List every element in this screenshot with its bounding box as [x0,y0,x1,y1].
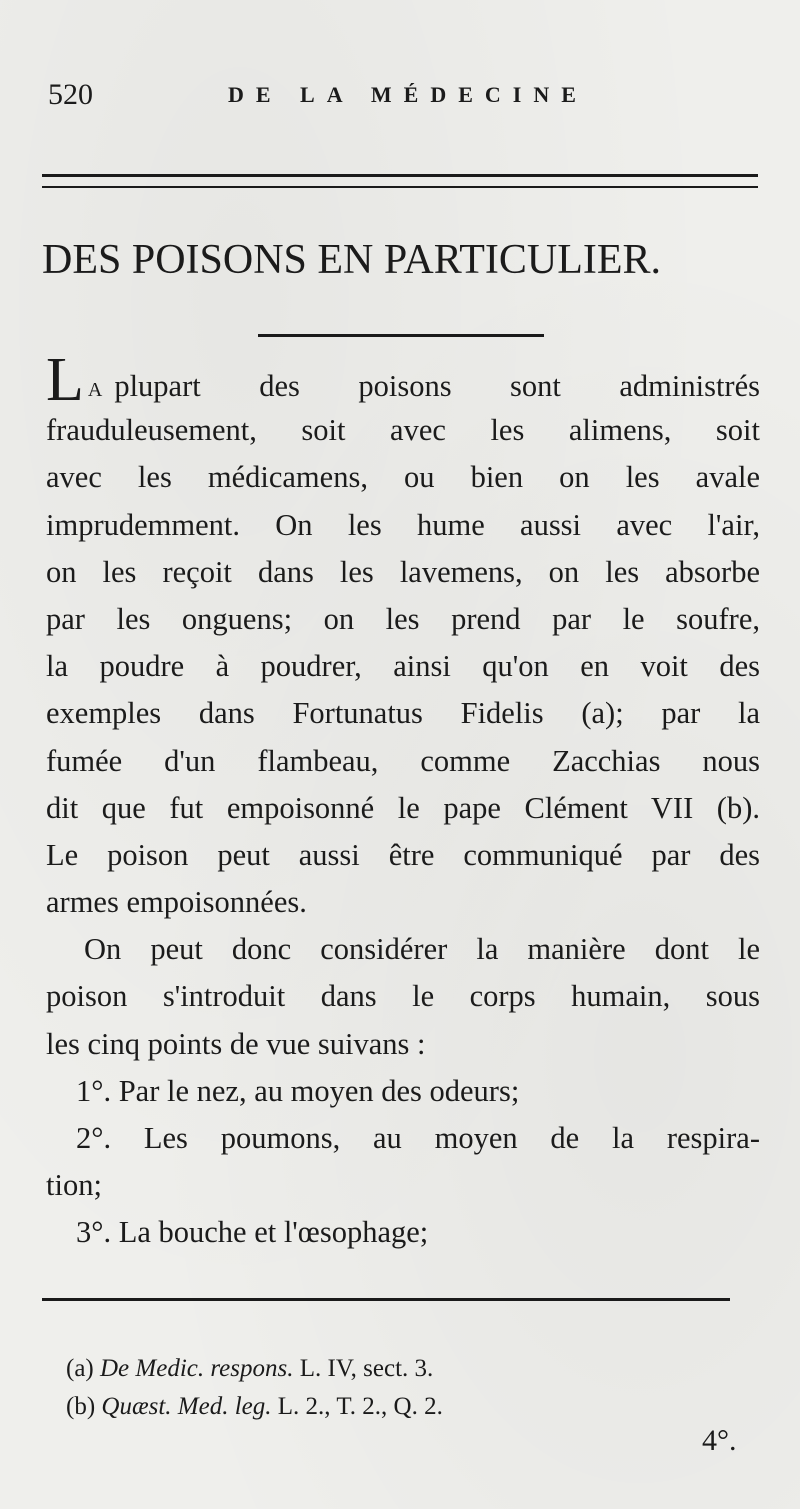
text-line-content: plupart des poisons sont administrés [114,369,760,403]
footnote-reference: L. 2., T. 2., Q. 2. [271,1393,443,1420]
footnote-a [66,1350,746,1388]
list-item: 2°. Les poumons, au moyen de la respira- [76,1121,760,1155]
text-line: imprudemment. On les hume aussi avec l'air, [46,507,760,542]
footnote-source: De Medic. respons. [100,1355,294,1382]
small-caps: A [87,379,105,401]
text-line: frauduleusement, soit avec les alimens, soit [46,413,760,448]
footnote-mark: (a) [66,1355,94,1382]
text-line: dit que fut empoisonné le pape Clément VII (b). [46,790,760,825]
footnotes [66,1350,746,1426]
running-title: DE LA MÉDECINE [228,82,588,107]
footnote-b [66,1388,746,1426]
running-head [48,78,768,118]
footnote-reference: L. IV, sect. 3. [293,1355,434,1382]
text-line: par les onguens; on les prend par le soufre, [46,601,760,636]
body-text [46,346,760,1257]
drop-cap: L [46,346,84,414]
list-item: 1°. Par le nez, au moyen des odeurs; [76,1073,520,1108]
text-line: fumée d'un flambeau, comme Zacchias nous [46,743,760,778]
text-line: poison s'introduit dans le corps humain, sous [46,979,760,1014]
text-line: la poudre à poudrer, ainsi qu'on en voit des [46,649,760,684]
catchword: 4°. [702,1424,737,1457]
text-line: avec les médicamens, ou bien on les avale [46,460,760,495]
text-line: On peut donc considérer la manière dont le [84,932,760,967]
text-line: on les reçoit dans les lavemens, on les absorbe [46,554,760,589]
list-item: 3°. La bouche et l'œsophage; [76,1215,429,1250]
footnote-source: Quæst. Med. leg. [101,1393,272,1420]
text-line: Le poison peut aussi être communiqué par des [46,837,760,872]
text-line: armes empoisonnées. [46,885,307,920]
page-number: 520 [48,78,93,111]
header-double-rule [42,174,758,188]
chapter-title: DES POISONS EN PARTICULIER. [42,237,662,283]
list-item-continuation: tion; [46,1168,102,1203]
footnote-mark: (b) [66,1393,96,1420]
text-line: les cinq points de vue suivans : [46,1026,426,1061]
text-line [46,346,760,414]
text-line: exemples dans Fortunatus Fidelis (a); par la [46,696,760,731]
footnote-rule [42,1298,730,1301]
title-rule [258,334,544,337]
